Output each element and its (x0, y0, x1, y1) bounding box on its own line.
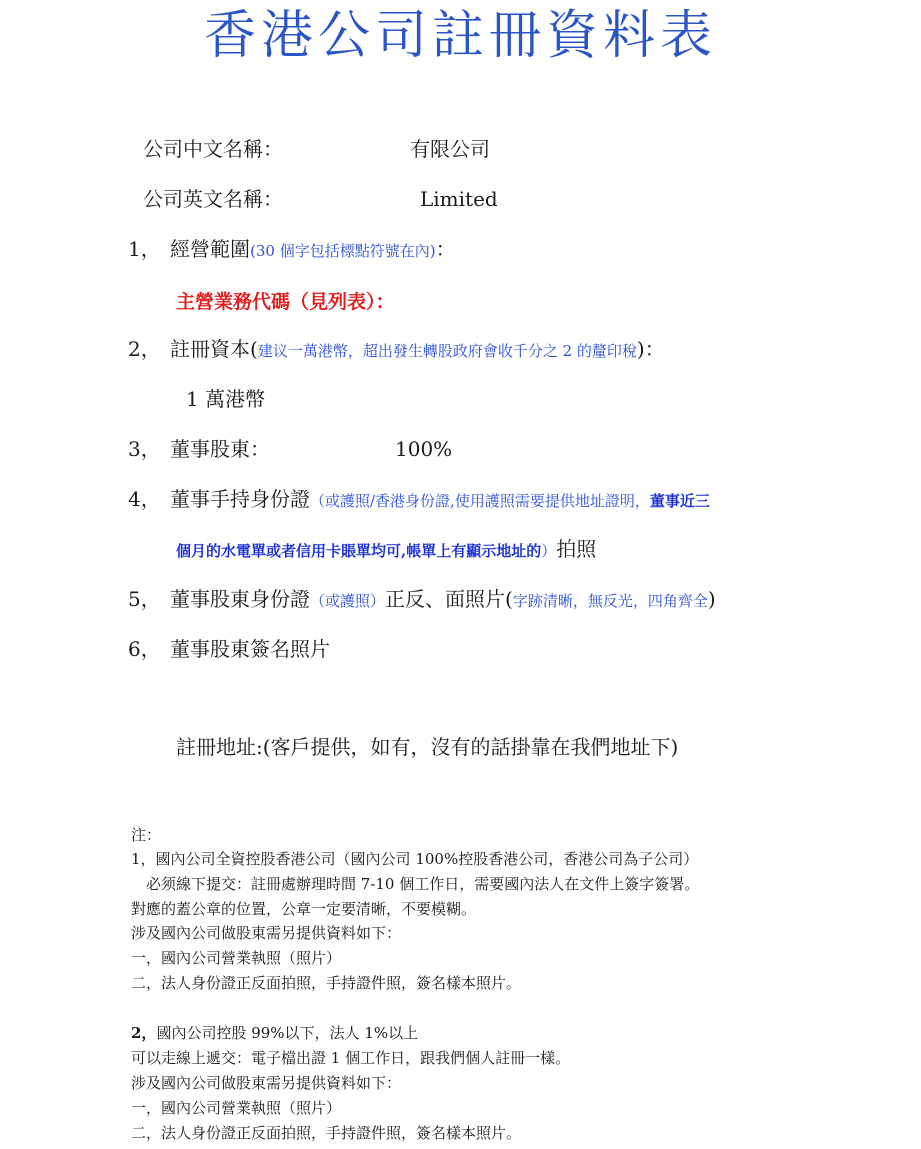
notes-section-1-title: 1，國內公司全資控股香港公司（國內公司 100%控股香港公司，香港公司為子公司） (131, 850, 699, 868)
item-note-bold: 個月的水電單或者信用卡賬單均可,帳單上有顯示地址的 (176, 542, 542, 560)
item-text: 董事股東身份證 (170, 587, 310, 611)
item-note: 建议一萬港幣，超出發生轉股政府會收千分之 2 的釐印稅 (257, 342, 637, 360)
item-note-bold: 董事近三 (649, 492, 710, 510)
item-mid: 正反、面照片 (385, 587, 506, 611)
notes-section-1-line: 涉及國內公司做股東需另提供資料如下： (131, 924, 402, 942)
company-cn-label: 公司中文名稱： (143, 137, 283, 161)
item-colon: ： (435, 237, 456, 261)
section-number: 2， (131, 1024, 157, 1042)
paren-close: ) (707, 587, 716, 611)
notes-section-2-line: 二，法人身份證正反面拍照，手持證件照，簽名樣本照片。 (131, 1124, 522, 1142)
item-number: 1， (128, 237, 161, 261)
paren-close: ） (541, 542, 557, 560)
item-shareholder (128, 436, 270, 462)
item-tail: 拍照 (556, 537, 597, 561)
item-text: 經營範圍 (170, 237, 250, 261)
page-title: 香港公司註冊資料表 (203, 6, 717, 66)
notes-section-2-line: 一，國內公司營業執照（照片） (131, 1099, 342, 1117)
capital-value: 1 萬港幣 (186, 387, 266, 411)
item-id-photos (128, 586, 716, 614)
item-number: 4， (128, 487, 161, 511)
notes-section-1-line: 必须線下提交：註冊處辦理時間 7-10 個工作日，需要國內法人在文件上簽字簽署。 (146, 875, 700, 893)
item-business-scope (128, 236, 456, 264)
item-number: 3， (128, 437, 161, 461)
registered-address: 註冊地址:(客戶提供，如有，沒有的話掛靠在我們地址下) (176, 735, 679, 759)
item-registered-capital (128, 336, 665, 364)
notes-section-2-line: 涉及國內公司做股東需另提供資料如下： (131, 1074, 402, 1092)
company-cn-value: 有限公司 (410, 137, 490, 161)
item-signature-photo (128, 636, 330, 662)
company-en-value: Limited (420, 187, 498, 211)
notes-section-1-required: 一，國內公司營業執照（照片） (131, 949, 342, 967)
item-text: 董事手持身份證 (170, 487, 310, 511)
item-number: 5， (128, 587, 161, 611)
item-text: 註冊資本 (170, 337, 250, 361)
notes-heading: 注： (131, 826, 162, 844)
item-number: 6， (128, 637, 161, 661)
paren-close: )： (636, 337, 665, 361)
item-note: (30 個字包括標點符號在內) (250, 242, 436, 260)
item-director-id (128, 486, 710, 514)
item-note: （或護照） (310, 592, 386, 610)
shareholder-percent: 100% (395, 437, 453, 461)
paren-open: ( (505, 587, 513, 611)
notes-section-1-required: 二，法人身份證正反面拍照，手持證件照，簽名樣本照片。 (131, 974, 522, 992)
paren-open: ( (250, 337, 258, 361)
main-business-code: 主營業務代碼（見列表）： (176, 291, 395, 313)
item-director-id-continued (176, 536, 596, 564)
item-number: 2， (128, 337, 161, 361)
item-note: （或護照/香港身份證,使用護照需要提供地址證明， (310, 492, 650, 510)
item-text: 董事股東： (170, 437, 270, 461)
notes-section-2-title (131, 1021, 418, 1045)
notes-section-2-line: 可以走線上遞交：電子檔出證 1 個工作日，跟我們個人註冊一樣。 (131, 1049, 571, 1067)
notes-section-1-line: 對應的蓋公章的位置，公章一定要清晰，不要模糊。 (131, 900, 477, 918)
item-text: 董事股東簽名照片 (170, 637, 330, 661)
section-title: 國內公司控股 99%以下，法人 1%以上 (156, 1024, 419, 1042)
item-note: 字跡清晰，無反光，四角齊全 (512, 592, 708, 610)
company-en-label: 公司英文名稱： (143, 187, 283, 211)
